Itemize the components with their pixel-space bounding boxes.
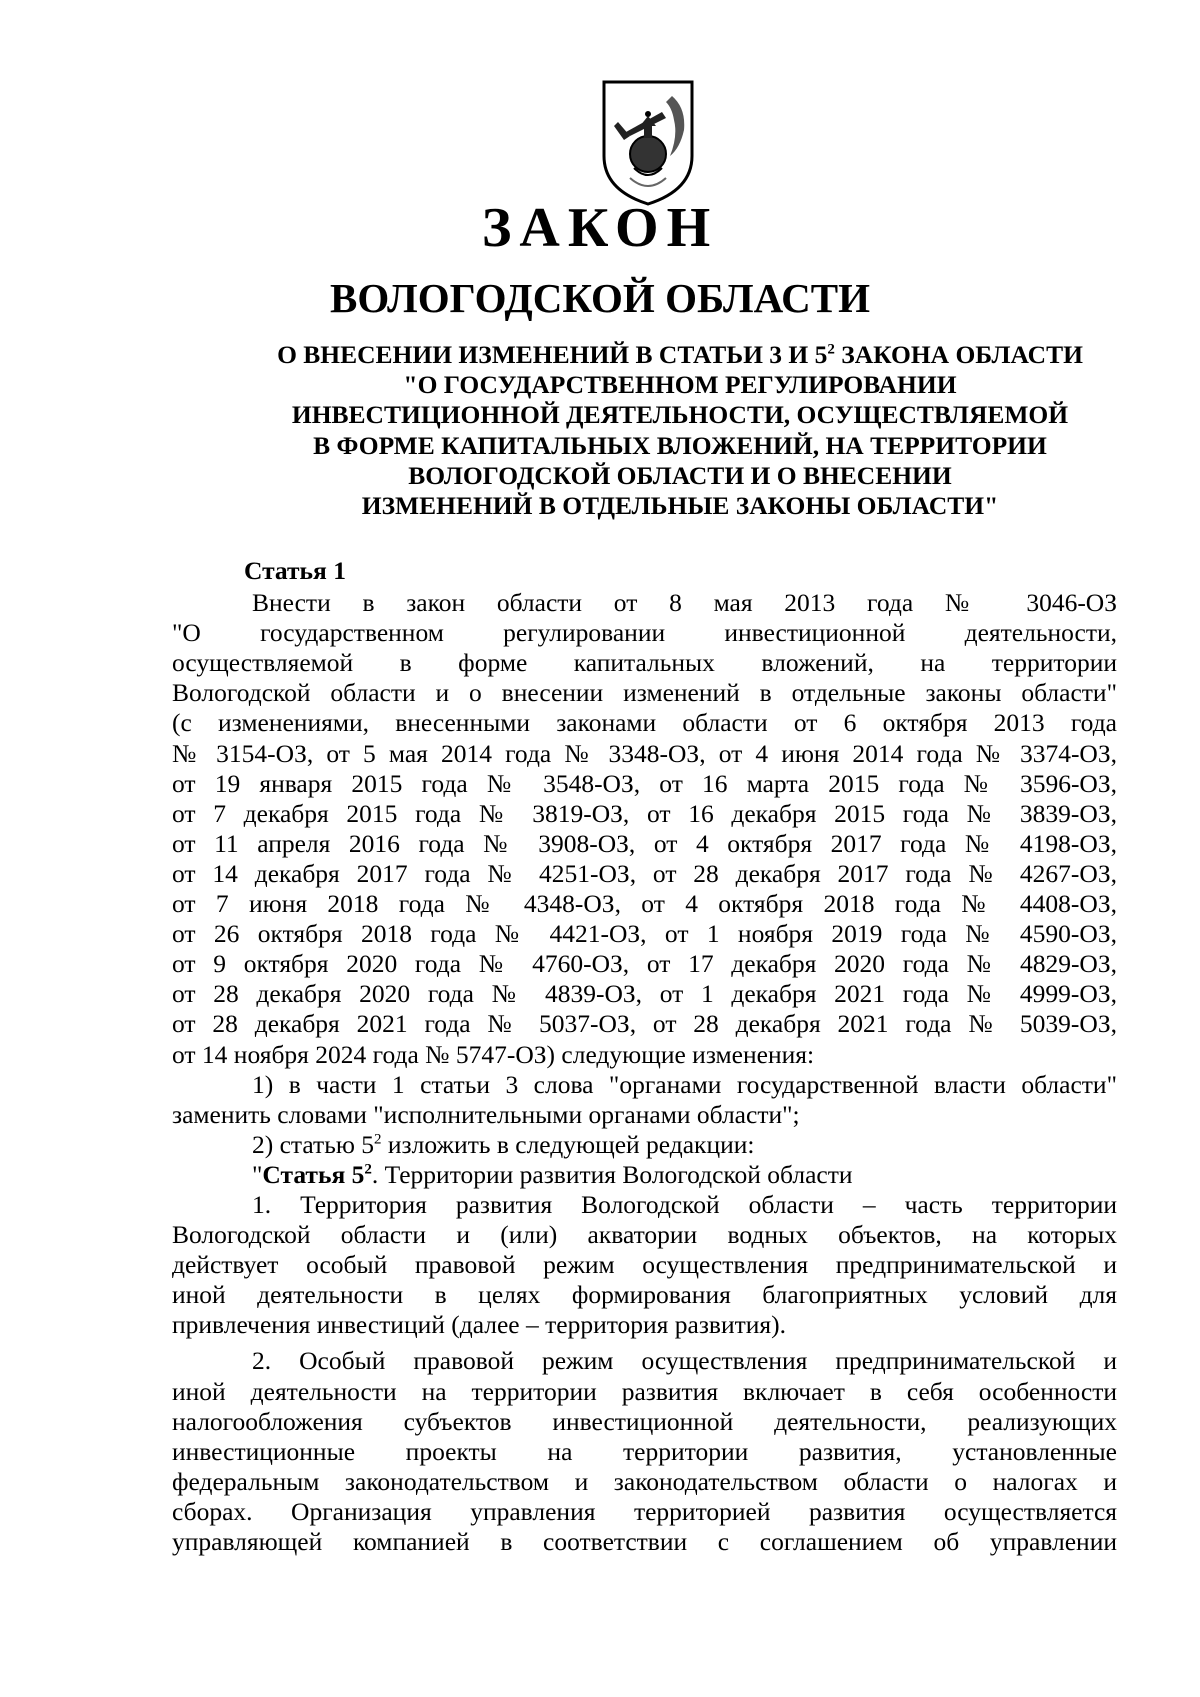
text-line: от 28 декабря 2020 года № 4839-ОЗ, от 1 декабря 2021 года № 4999-ОЗ, [172, 979, 1117, 1009]
law-heading [180, 340, 1180, 521]
text-line: федеральным законодательством и законодательством области о налогах и [172, 1466, 1117, 1496]
text-line: инвестиционные проекты на территории развития, установленные [172, 1436, 1117, 1466]
text-line: 1) в части 1 статьи 3 слова "органами государственной власти области" [252, 1069, 1117, 1099]
heading-line: ВОЛОГОДСКОЙ ОБЛАСТИ И О ВНЕСЕНИИ [408, 460, 952, 490]
text-line: Внести в закон области от 8 мая 2013 года № 3046-ОЗ [252, 588, 1117, 618]
text-line: от 7 декабря 2015 года № 3819-ОЗ, от 16 декабря 2015 года № 3839-ОЗ, [172, 798, 1117, 828]
text-line: налогообложения субъектов инвестиционной деятельности, реализующих [172, 1406, 1117, 1436]
heading-line: В ФОРМЕ КАПИТАЛЬНЫХ ВЛОЖЕНИЙ, НА ТЕРРИТОРИИ [313, 430, 1047, 460]
text-line: от 28 декабря 2021 года № 5037-ОЗ, от 28 декабря 2021 года № 5039-ОЗ, [172, 1009, 1117, 1039]
text-line: (с изменениями, внесенными законами области от 6 октября 2013 года [172, 708, 1117, 738]
text-line: Вологодской области и (или) акватории водных объектов, на которых [172, 1220, 1117, 1250]
text-line: привлечения инвестиций (далее – территория развития). [172, 1310, 787, 1340]
heading-line: О ВНЕСЕНИИ ИЗМЕНЕНИЙ В СТАТЬИ 3 И $5^2$ ЗАКОНА ОБЛАСТИ [277, 340, 1083, 369]
text-line: осуществляемой в форме капитальных вложений, на территории [172, 648, 1117, 678]
document-body [172, 556, 1117, 1557]
text-line: 2) статью $5^2$ изложить в следующей редакции: [252, 1129, 755, 1159]
text-line: сборах. Организация управления территорией развития осуществляется [172, 1496, 1117, 1526]
text-line: иной деятельности на территории развития включает в себя особенности [172, 1376, 1117, 1406]
heading-line: "О ГОСУДАРСТВЕННОМ РЕГУЛИРОВАНИИ [403, 370, 957, 400]
text-line: от 14 декабря 2017 года № 4251-ОЗ, от 28 декабря 2017 года № 4267-ОЗ, [172, 858, 1117, 888]
text-line: управляющей компанией в соответствии с соглашением об управлении [172, 1527, 1117, 1556]
text-line: от 7 июня 2018 года № 4348-ОЗ, от 4 октября 2018 года № 4408-ОЗ, [172, 889, 1117, 919]
text-line: от 26 октября 2018 года № 4421-ОЗ, от 1 ноября 2019 года № 4590-ОЗ, [172, 919, 1117, 949]
article-title: Статья 1 [244, 556, 346, 585]
text-line: заменить словами "исполнительными органами области"; [172, 1099, 800, 1129]
text-line: "О государственном регулировании инвестиционной деятельности, [172, 618, 1117, 648]
text-line: от 9 октября 2020 года № 4760-ОЗ, от 17 декабря 2020 года № 4829-ОЗ, [172, 949, 1117, 979]
text-line: действует особый правовой режим осуществления предпринимательской и [172, 1250, 1117, 1280]
text-line: от 11 апреля 2016 года № 3908-ОЗ, от 4 октября 2017 года № 4198-ОЗ, [172, 828, 1117, 858]
document-subtitle: ВОЛОГОДСКОЙ ОБЛАСТИ [329, 275, 871, 321]
heading-line: ИНВЕСТИЦИОННОЙ ДЕЯТЕЛЬНОСТИ, ОСУЩЕСТВЛЯЕМОЙ [291, 400, 1069, 430]
text-line: Вологодской области и о внесении изменений в отдельные законы области" [172, 678, 1117, 708]
new-article-title: "Статья $5^2$. Территории развития Вологодской области [252, 1159, 853, 1189]
text-line: 2. Особый правовой режим осуществления предпринимательской и [252, 1346, 1117, 1376]
document-title: ЗАКОН [481, 197, 719, 259]
coat-of-arms-icon [600, 78, 696, 208]
text-line: иной деятельности в целях формирования благоприятных условий для [172, 1280, 1117, 1310]
heading-line: ИЗМЕНЕНИЙ В ОТДЕЛЬНЫЕ ЗАКОНЫ ОБЛАСТИ" [361, 491, 999, 521]
text-line: № 3154-ОЗ, от 5 мая 2014 года № 3348-ОЗ, от 4 июня 2014 года № 3374-ОЗ, [172, 738, 1117, 768]
text-line: 1. Территория развития Вологодской области – часть территории [252, 1189, 1117, 1219]
text-line: от 19 января 2015 года № 3548-ОЗ, от 16 марта 2015 года № 3596-ОЗ, [172, 768, 1117, 798]
text-line: от 14 ноября 2024 года № 5747-ОЗ) следующие изменения: [172, 1039, 815, 1069]
